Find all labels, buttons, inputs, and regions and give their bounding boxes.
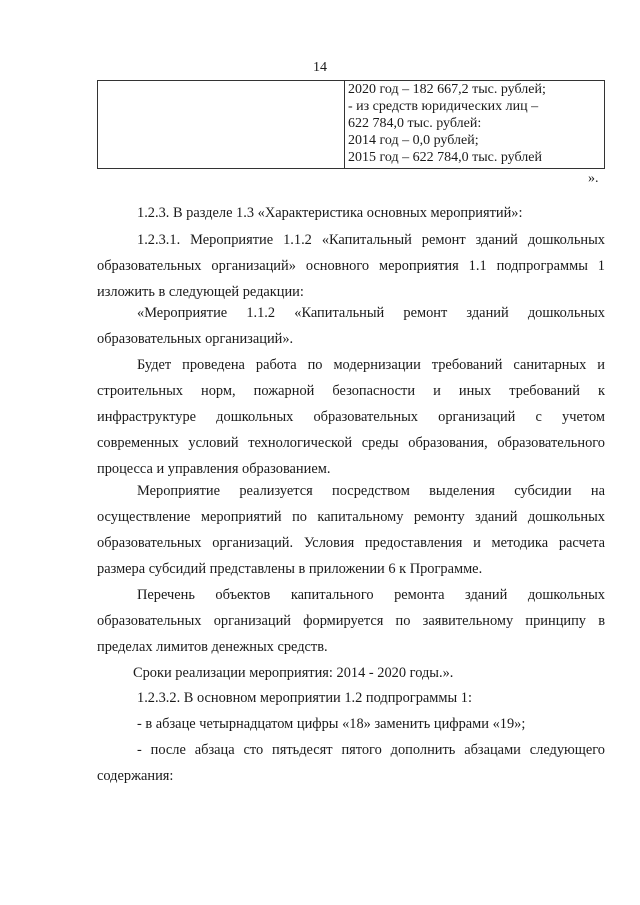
paragraph-line: Перечень объектов капитального ремонта зданий дошкольных [137,587,605,603]
funding-cell [348,81,600,166]
item-1-2-3-1 [97,227,605,305]
paragraph-line: Будет проведена работа по модернизации требований санитарных и [137,357,605,373]
paragraph-line: процесса и управления образованием. [97,461,331,477]
quote-line: образовательных организаций». [97,331,294,347]
paragraph-line: инфраструктуре дошкольных образовательных организаций с учетом [97,409,605,425]
paragraph-line: содержания: [97,768,174,784]
item-line: изложить в следующей редакции: [97,284,304,300]
quote-closing-mark: ». [588,171,599,186]
paragraph-line: размера субсидий представлены в приложении 6 к Программе. [97,561,483,577]
funding-line: - из средств юридических лиц – [348,99,539,114]
bullet-add-paragraphs [97,737,605,789]
paragraph-modernization [97,352,605,482]
quote-title [97,300,605,352]
implementation-deadline: Сроки реализации мероприятия: 2014 - 2020 годы.». [133,665,454,681]
funding-table [97,80,605,169]
paragraph-line: строительных норм, пожарной безопасности и иных требований к [97,383,605,399]
paragraph-line: современных условий технологической среды образования, образовательного [97,435,605,451]
section-heading: 1.2.3. В разделе 1.3 «Характеристика основных мероприятий»: [137,205,523,221]
paragraph-subsidies [97,478,605,582]
paragraph-object-list [97,582,605,660]
paragraph-line: пределах лимитов денежных средств. [97,639,328,655]
item-line: образовательных организаций» основного мероприятия 1.1 подпрограммы 1 [97,258,605,274]
funding-line: 622 784,0 тыс. рублей: [348,116,482,131]
funding-line: 2020 год – 182 667,2 тыс. рублей; [348,82,546,97]
funding-line: 2014 год – 0,0 рублей; [348,133,479,148]
item-line: 1.2.3.1. Мероприятие 1.1.2 «Капитальный ремонт зданий дошкольных [137,232,605,248]
paragraph-line: осуществление мероприятий по капитальному ремонту зданий дошкольных [97,509,605,525]
page-number: 14 [313,60,327,75]
funding-line: 2015 год – 622 784,0 тыс. рублей [348,150,542,165]
paragraph-line: образовательных организаций. Условия предоставления и методика расчета [97,535,605,551]
quote-line: «Мероприятие 1.1.2 «Капитальный ремонт зданий дошкольных [137,305,605,321]
paragraph-line: образовательных организаций формируется по заявительному принципу в [97,613,605,629]
table-column-divider [344,81,345,168]
paragraph-line: Мероприятие реализуется посредством выделения субсидии на [137,483,605,499]
bullet-replace-digits: - в абзаце четырнадцатом цифры «18» заменить цифрами «19»; [137,716,526,732]
item-1-2-3-2: 1.2.3.2. В основном мероприятии 1.2 подпрограммы 1: [137,690,472,706]
paragraph-line: - после абзаца сто пятьдесят пятого дополнить абзацами следующего [137,742,605,758]
